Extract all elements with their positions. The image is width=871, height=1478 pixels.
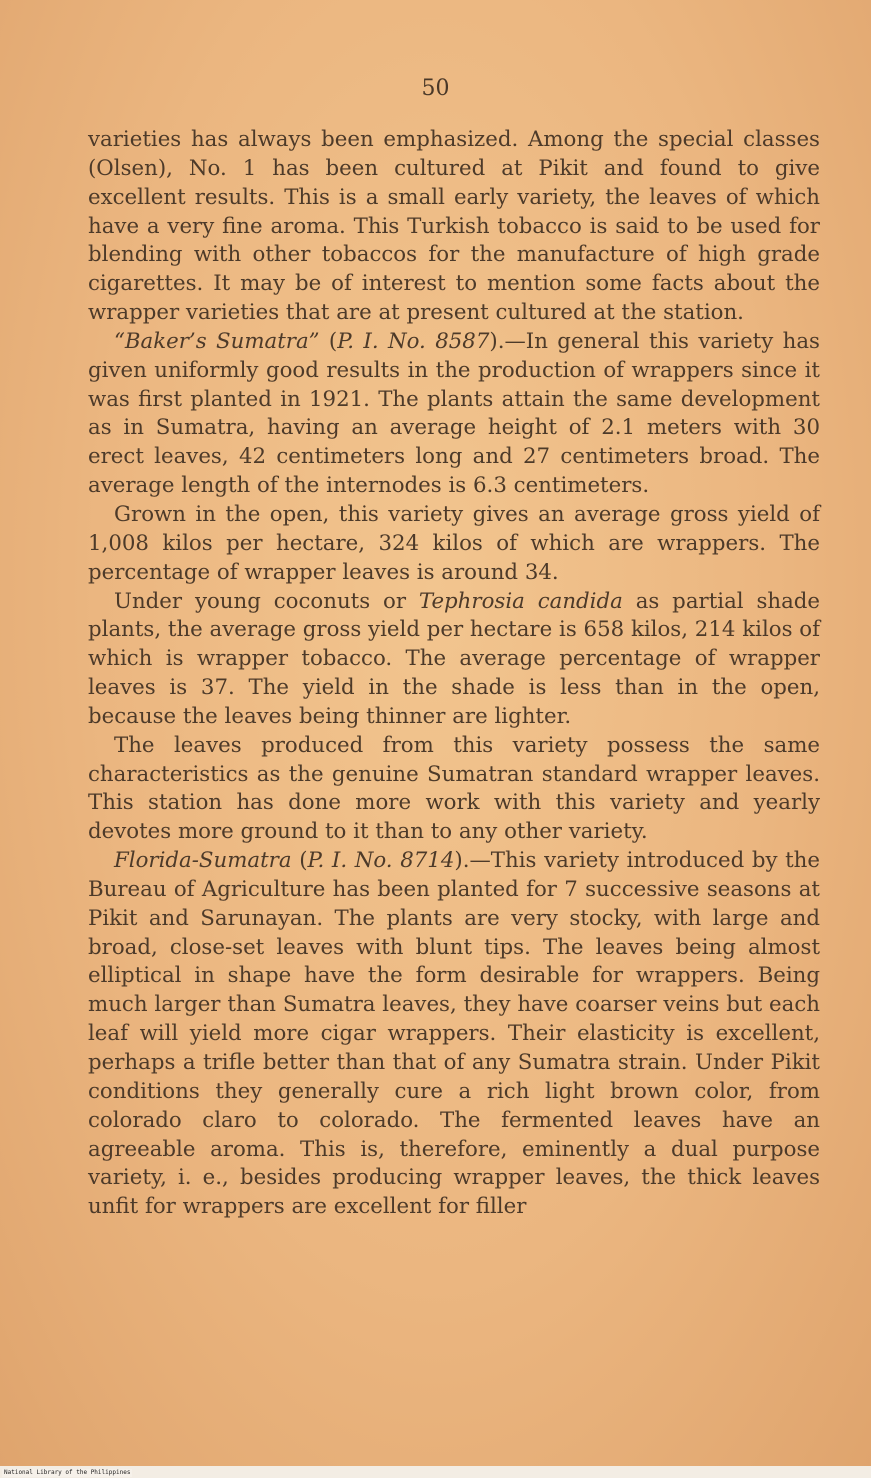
text-run: Under young coconuts or	[114, 588, 419, 614]
text-run: (	[291, 848, 308, 874]
paragraph	[88, 328, 820, 501]
italic-text: P. I. No. 8587	[337, 328, 490, 354]
italic-text: “Baker’s Sumatra”	[114, 328, 320, 354]
text-run: (	[319, 328, 338, 354]
text-run: Grown in the open, this variety gives an average gross yield of 1,008 kilos per hectare, 324 kilos of which are wrappers. The percentage of wrapper leaves is around 34.	[88, 501, 820, 585]
paragraph	[88, 501, 820, 588]
text-run: The leaves produced from this variety possess the same characteristics as the genuine Sumatran standard wrapper leaves. This station has done more work with this variety and yearly devotes more ground to it than to any other variety.	[88, 732, 820, 845]
text-run: varieties has always been emphasized. Among the special classes (Olsen), No. 1 has been cultured at Pikit and found to give excellent results. This is a small early variety, the leaves of which have a very fine aroma. This Turkish tobacco is said to be used for blending with other tobaccos for the manufacture of high grade cigarettes. It may be of interest to mention some facts about the wrapper varieties that are at present cultured at the station.	[88, 127, 820, 326]
text-run: ).—In general this variety has given uniformly good results in the production of wrappers since it was first planted in 1921. The plants attain the same development as in Sumatra, having an average height of 2.1 meters with 30 erect leaves, 42 centimeters long and 27 centimeters broad. The average length of the internodes is 6.3 centimeters.	[88, 328, 820, 499]
body-text	[88, 126, 820, 1222]
page-number: 50	[421, 76, 450, 101]
italic-text: Tephrosia candida	[418, 588, 623, 614]
paragraph	[88, 847, 820, 1222]
paragraph	[88, 588, 820, 732]
italic-text: Florida-Sumatra	[114, 848, 292, 874]
paragraph	[88, 732, 820, 847]
text-run: as partial shade plants, the average gross yield per hectare is 658 kilos, 214 kilos of which is wrapper tobacco. The average percentage of wrapper leaves is 37. The yield in the shade is less than in the open, because the leaves being thinner are lighter.	[88, 588, 821, 729]
paragraph	[88, 126, 820, 328]
footer-credit: National Library of the Philippines	[4, 1469, 131, 1476]
text-run: ).—This variety introduced by the Bureau of Agriculture has been planted for 7 successive seasons at Pikit and Sarunayan. The plants are very stocky, with large and broad, close-set leaves with blunt tips. The leaves being almost elliptical in shape have the form desirable for wrappers. Being much larger than Sumatra leaves, they have coarser veins but each leaf will yield more cigar wrappers. Their elasticity is excellent, perhaps a trifle better than that of any Sumatra strain. Under Pikit conditions they generally cure a rich light brown color, from colorado claro to colorado. The fermented leaves have an agreeable aroma. This is, therefore, eminently a dual purpose variety, i. e., besides producing wrapper leaves, the thick leaves unfit for wrappers are excellent for filler	[88, 848, 820, 1220]
italic-text: P. I. No. 8714	[307, 848, 455, 874]
